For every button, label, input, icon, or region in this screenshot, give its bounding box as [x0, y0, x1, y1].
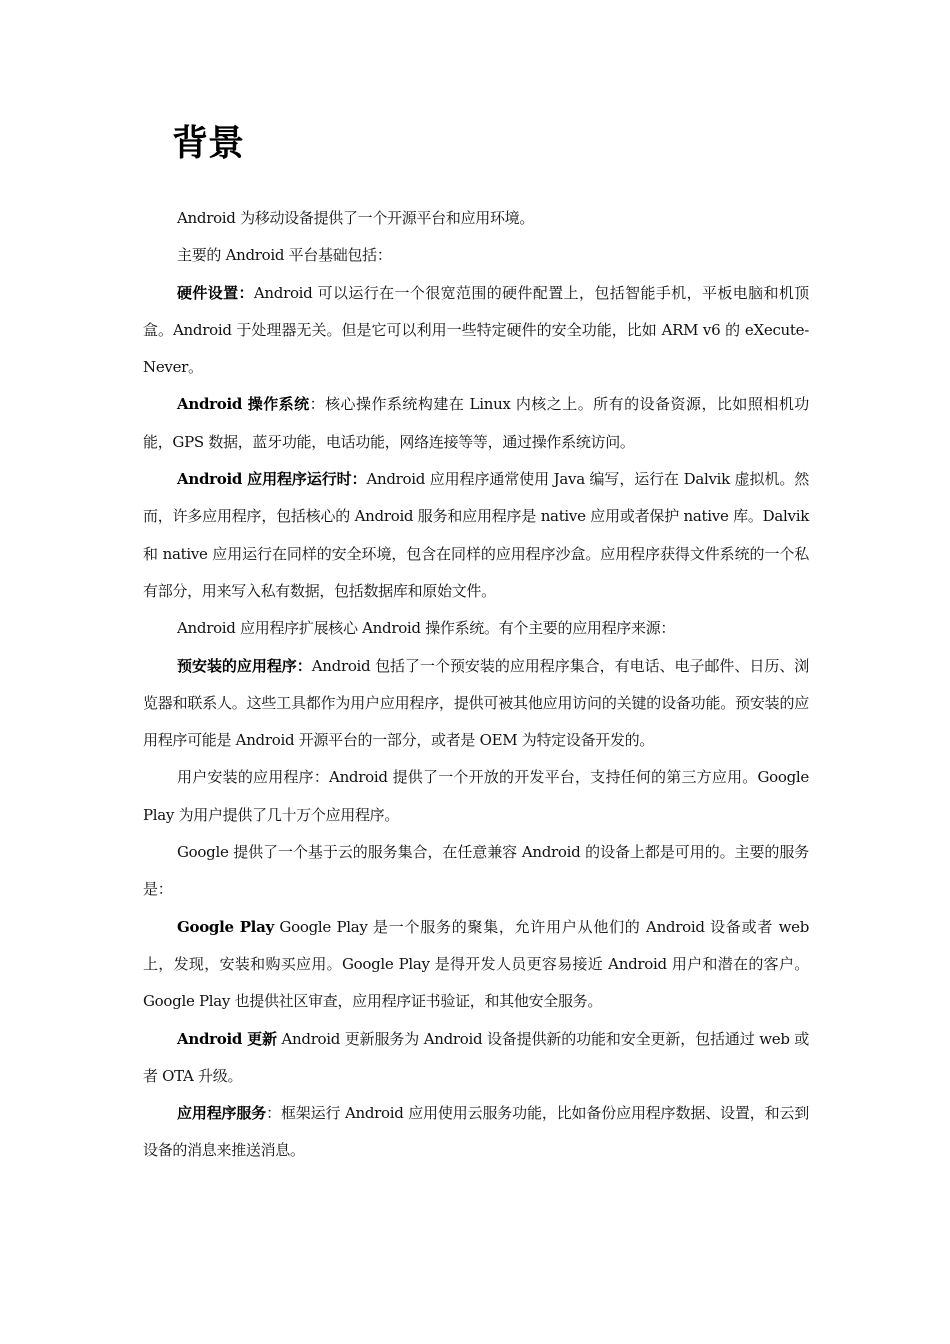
paragraph-lead: Android 更新 — [177, 1029, 277, 1048]
paragraph-text: 用户安装的应用程序：Android 提供了一个开放的开发平台，支持任何的第三方应用。Google Play 为用户提供了几十万个应用程序。 — [143, 768, 809, 824]
paragraph-text: Google Play 是一个服务的聚集，允许用户从他们的 Android 设备或者 web 上，发现，安装和购买应用。Google Play 是得开发人员更容易接近 Android 用户和潜在的客户。Google Play 也提供社区审查，应用程序证书验证，和其他安全服务。 — [143, 917, 809, 1011]
paragraph-text: 主要的 Android 平台基础包括： — [177, 246, 392, 265]
document-body — [143, 200, 809, 1170]
paragraph-google-services — [143, 834, 809, 909]
paragraph-lead: 硬件设置： — [177, 283, 254, 302]
paragraph — [143, 200, 809, 237]
paragraph-text: ：框架运行 Android 应用使用云服务功能，比如备份应用程序数据、设置，和云到设备的消息来推送消息。 — [143, 1104, 810, 1160]
paragraph-lead: Android 操作系统 — [177, 395, 310, 414]
paragraph-lead: Android 应用程序运行时： — [177, 470, 367, 489]
paragraph-text: Android 应用程序通常使用 Java 编写，运行在 Dalvik 虚拟机。然而，许多应用程序，包括核心的 Android 服务和应用程序是 native 应用或者保护 native 库。Dalvik 和 native 应用运行在同样的安全环境，包含在同样的应用程序沙盒。应用程序获得文件系统的一个私有部分，用来写入私有数据，包括数据库和原始文件。 — [143, 470, 809, 600]
paragraph-lead: 预安装的应用程序： — [177, 656, 312, 675]
paragraph-text: Android 可以运行在一个很宽范围的硬件配置上，包括智能手机，平板电脑和机顶盒。Android 于处理器无关。但是它可以利用一些特定硬件的安全功能，比如 ARM v6 的 eXecute-Never。 — [143, 283, 809, 377]
page-title: 背景 — [172, 123, 245, 164]
paragraph — [143, 610, 809, 647]
paragraph-text: Android 包括了一个预安装的应用程序集合，有电话、电子邮件、日历、浏览器和联系人。这些工具都作为用户应用程序，提供可被其他应用访问的关键的设备功能。预安装的应用程序可能是 Android 开源平台的一部分，或者是 OEM 为特定设备开发的。 — [143, 656, 809, 750]
paragraph-runtime — [143, 461, 809, 610]
paragraph-preinstalled — [143, 648, 809, 760]
paragraph-lead: 应用程序服务 — [177, 1104, 267, 1123]
paragraph-hardware — [143, 275, 809, 387]
paragraph-text: ：核心操作系统构建在 Linux 内核之上。所有的设备资源，比如照相机功能，GPS 数据，蓝牙功能，电话功能，网络连接等等，通过操作系统访问。 — [143, 395, 810, 451]
paragraph-lead: Google Play — [177, 917, 274, 936]
paragraph — [143, 237, 809, 274]
paragraph-app-services — [143, 1095, 809, 1170]
paragraph-user-installed — [143, 759, 809, 834]
paragraph-android-update — [143, 1021, 809, 1096]
paragraph-os — [143, 386, 809, 461]
paragraph-google-play — [143, 909, 809, 1021]
paragraph-text: Android 更新服务为 Android 设备提供新的功能和安全更新，包括通过 web 或者 OTA 升级。 — [143, 1029, 809, 1085]
paragraph-text: Android 应用程序扩展核心 Android 操作系统。有个主要的应用程序来源： — [177, 619, 676, 638]
paragraph-text: Google 提供了一个基于云的服务集合，在任意兼容 Android 的设备上都是可用的。主要的服务是： — [143, 843, 809, 899]
paragraph-text: Android 为移动设备提供了一个开源平台和应用环境。 — [177, 209, 535, 227]
